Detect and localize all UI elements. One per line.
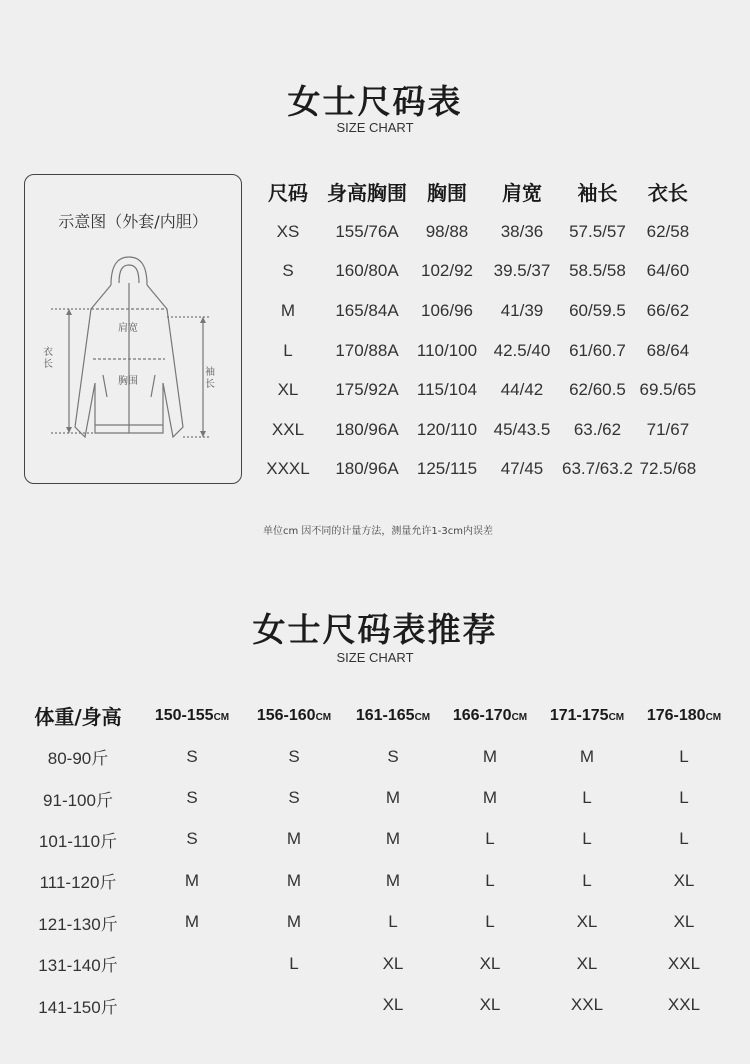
table-cell: XXXL — [266, 459, 310, 479]
table-cell: 180/96A — [335, 459, 399, 479]
size-cell: M — [385, 829, 401, 849]
table-cell: 102/92 — [421, 261, 473, 281]
table-cell: 106/96 — [421, 300, 473, 320]
table-cell: 115/104 — [416, 380, 478, 400]
height-unit: CM — [315, 712, 332, 723]
weight-cell: 80-90斤 — [47, 749, 109, 769]
header-sleeve: 袖长 — [577, 180, 618, 205]
table-cell: 63.7/63.2 — [562, 459, 633, 479]
size-table-header — [254, 170, 703, 212]
table-cell: 63./62 — [573, 419, 622, 439]
height-range: 166-170 — [452, 707, 512, 724]
height-range: 171-175 — [549, 707, 609, 724]
header-chest: 胸围 — [427, 180, 467, 205]
table-cell: S — [282, 261, 294, 281]
height-unit: CM — [213, 712, 230, 723]
table-cell: XL — [277, 380, 299, 400]
table-cell: 180/96A — [335, 419, 399, 439]
size-cell: L — [388, 912, 398, 932]
table-cell: 62/58 — [646, 221, 690, 241]
header-shoulder: 肩宽 — [502, 180, 542, 205]
table-cell: 41/39 — [500, 300, 544, 320]
weight-cell: 121-130斤 — [38, 914, 118, 934]
height-header — [538, 694, 636, 736]
table-cell: 68/64 — [646, 340, 690, 360]
size-cell: XL — [673, 912, 695, 932]
table-cell: 110/100 — [416, 340, 478, 360]
size-cell: L — [485, 870, 495, 890]
size-cell: S — [186, 829, 198, 849]
size-cell — [244, 984, 344, 1025]
chest-label: 胸围 — [118, 376, 138, 387]
height-range: 150-155 — [154, 707, 214, 724]
height-range: 161-165 — [355, 707, 415, 724]
height-unit: CM — [414, 712, 431, 723]
size-cell: L — [679, 829, 689, 849]
size-cell: M — [482, 746, 498, 766]
size-cell: M — [385, 788, 401, 808]
size-cell: XL — [479, 953, 501, 973]
length-label: 衣长 — [43, 347, 53, 370]
table-cell: 155/76A — [335, 221, 399, 241]
table-cell: 45/43.5 — [493, 419, 551, 439]
weight-cell: 101-110斤 — [38, 831, 118, 851]
table-cell: 170/88A — [335, 340, 399, 360]
size-cell: L — [582, 788, 592, 808]
table-cell: 72.5/68 — [639, 459, 697, 479]
size-cell: XL — [673, 870, 695, 890]
size-cell: S — [288, 746, 300, 766]
table-cell: 69.5/65 — [639, 380, 697, 400]
table-cell: 58.5/58 — [569, 261, 626, 281]
height-header — [344, 694, 442, 736]
measurement-note: 单位cm 因不同的计量方法，测量允许1-3cm内误差 — [263, 526, 493, 537]
table-cell: 62/60.5 — [569, 380, 626, 400]
table-cell: 60/59.5 — [569, 300, 626, 320]
size-cell: L — [679, 746, 689, 766]
table-cell: 44/42 — [500, 380, 544, 400]
table-cell: 38/36 — [500, 221, 544, 241]
weight-cell: 91-100斤 — [43, 790, 113, 810]
size-cell: M — [579, 746, 595, 766]
table-row — [16, 777, 732, 818]
recommendation-title: 女士尺码表推荐 — [252, 610, 498, 649]
size-cell: XL — [576, 912, 598, 932]
size-cell: L — [485, 829, 495, 849]
size-cell: L — [485, 912, 495, 932]
size-cell: XL — [576, 953, 598, 973]
table-row — [254, 331, 703, 371]
size-cell: S — [288, 788, 300, 808]
corner-header: 体重/身高 — [34, 704, 122, 729]
table-cell: 47/45 — [500, 459, 544, 479]
size-cell — [140, 984, 244, 1025]
table-row — [254, 252, 703, 292]
table-cell: 98/88 — [425, 221, 469, 241]
height-range: 176-180 — [646, 707, 706, 724]
table-row — [16, 943, 732, 984]
diagram-caption: 示意图（外套/内胆） — [58, 212, 208, 231]
table-cell: 64/60 — [646, 261, 690, 281]
table-cell: M — [280, 300, 296, 320]
height-header — [442, 694, 538, 736]
recommendation-table — [16, 694, 732, 1026]
table-cell: 66/62 — [646, 300, 690, 320]
size-cell: L — [289, 953, 299, 973]
table-row — [254, 450, 703, 490]
size-cell: XXL — [667, 995, 701, 1015]
size-cell: XL — [382, 995, 404, 1015]
table-cell: 57.5/57 — [569, 221, 626, 241]
header-length: 衣长 — [647, 180, 688, 205]
shoulder-label: 肩宽 — [118, 323, 138, 334]
height-header — [636, 694, 732, 736]
table-row — [16, 736, 732, 777]
header-height-chest: 身高胸围 — [327, 180, 407, 205]
size-cell: L — [679, 788, 689, 808]
table-row — [254, 291, 703, 331]
size-cell: M — [385, 870, 401, 890]
table-row — [16, 984, 732, 1025]
table-row — [254, 370, 703, 410]
table-cell: 125/115 — [416, 459, 478, 479]
table-cell: XXL — [271, 419, 305, 439]
size-cell — [140, 943, 244, 984]
table-cell: 39.5/37 — [493, 261, 551, 281]
table-row — [16, 902, 732, 943]
table-cell: XS — [276, 221, 300, 241]
size-cell: M — [482, 788, 498, 808]
size-cell: S — [387, 746, 399, 766]
height-header — [140, 694, 244, 736]
table-cell: 120/110 — [416, 419, 478, 439]
table-cell: 42.5/40 — [493, 340, 551, 360]
height-range: 156-160 — [256, 707, 316, 724]
header-size: 尺码 — [268, 180, 308, 205]
table-row — [254, 212, 703, 252]
size-cell: M — [184, 870, 200, 890]
size-cell: S — [186, 788, 198, 808]
size-cell: S — [186, 746, 198, 766]
sleeve-label: 袖长 — [205, 367, 215, 390]
table-cell: 61/60.7 — [569, 340, 626, 360]
size-cell: XXL — [667, 953, 701, 973]
table-cell: 160/80A — [335, 261, 399, 281]
table-row — [16, 860, 732, 901]
height-header — [244, 694, 344, 736]
recommendation-subtitle: SIZE CHART — [336, 650, 414, 665]
size-cell: M — [184, 912, 200, 932]
jacket-diagram — [24, 174, 242, 484]
size-cell: M — [286, 912, 302, 932]
weight-cell: 131-140斤 — [38, 956, 118, 976]
size-cell: M — [286, 870, 302, 890]
size-cell: L — [582, 870, 592, 890]
size-cell: XL — [382, 953, 404, 973]
size-chart-subtitle: SIZE CHART — [336, 120, 414, 135]
table-cell: L — [283, 340, 293, 360]
height-unit: CM — [705, 712, 722, 723]
table-cell: 175/92A — [335, 380, 399, 400]
table-row — [254, 410, 703, 450]
table-cell: 165/84A — [335, 300, 399, 320]
recommendation-header — [16, 694, 732, 736]
weight-cell: 111-120斤 — [39, 873, 117, 893]
height-unit: CM — [511, 712, 528, 723]
size-cell: XL — [479, 995, 501, 1015]
size-chart-title: 女士尺码表 — [287, 82, 463, 121]
height-unit: CM — [608, 712, 625, 723]
size-table — [254, 170, 703, 489]
table-row — [16, 819, 732, 860]
table-cell: 71/67 — [646, 419, 690, 439]
size-cell: M — [286, 829, 302, 849]
weight-cell: 141-150斤 — [38, 997, 118, 1017]
size-cell: L — [582, 829, 592, 849]
size-cell: XXL — [570, 995, 604, 1015]
